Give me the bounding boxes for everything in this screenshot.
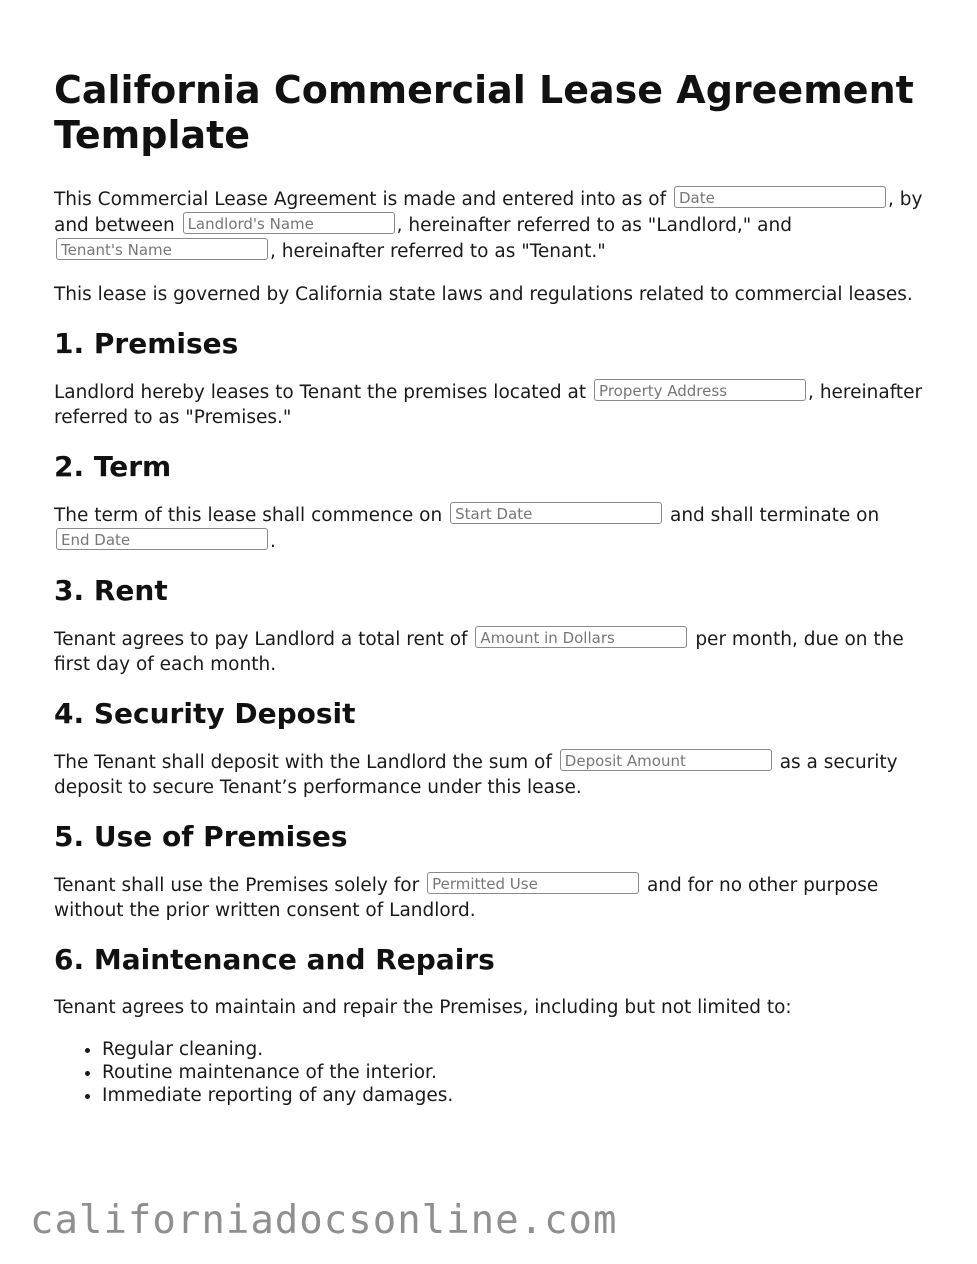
premises-text-2: , [808, 382, 814, 403]
intro-text-2: , [888, 189, 894, 210]
term-paragraph [54, 502, 934, 554]
deposit-amount-field[interactable]: Deposit Amount [560, 749, 772, 771]
intro-text-4: , hereinafter referred to as "Landlord," and [396, 215, 792, 236]
list-item: • Routine maintenance of the interior. [102, 1061, 934, 1084]
term-text-1: The term of this lease shall commence on [54, 505, 443, 526]
security-deposit-heading: 4. Security Deposit [54, 697, 356, 730]
rent-text-1: Tenant agrees to pay Landlord a total rent of [54, 629, 468, 650]
rent-amount-field[interactable]: Amount in Dollars [475, 626, 687, 648]
premises-text-3: hereinafter referred to as "Premises." [54, 382, 923, 428]
property-address-field[interactable]: Property Address [594, 379, 806, 401]
use-of-premises-heading: 5. Use of Premises [54, 820, 348, 853]
end-date-field[interactable]: End Date [56, 528, 268, 550]
maintenance-paragraph: Tenant agrees to maintain and repair the Premises, including but not limited to: [54, 997, 792, 1018]
use-text-2: and for no other purpose without the prior written consent of Landlord. [54, 875, 879, 921]
intro-text-3: by and between [54, 189, 923, 236]
rent-paragraph [54, 626, 934, 677]
maintenance-list [54, 1038, 934, 1107]
term-text-2: and shall terminate on [669, 505, 880, 526]
term-heading: 2. Term [54, 450, 172, 483]
start-date-field[interactable]: Start Date [450, 502, 662, 524]
date-field[interactable]: Date [674, 186, 886, 208]
governing-law-paragraph: This lease is governed by California state laws and regulations related to commercial leases. [54, 284, 913, 305]
permitted-use-field[interactable]: Permitted Use [427, 872, 639, 894]
tenant-name-field[interactable]: Tenant's Name [56, 238, 268, 260]
use-of-premises-paragraph [54, 872, 934, 923]
premises-heading: 1. Premises [54, 327, 239, 360]
deposit-text-2: as a security deposit to secure Tenant’s performance under this lease. [54, 752, 898, 798]
rent-heading: 3. Rent [54, 574, 168, 607]
use-text-1: Tenant shall use the Premises solely for [54, 875, 420, 896]
page-title: California Commercial Lease Agreement Template [54, 68, 914, 157]
term-text-3: . [270, 531, 276, 552]
premises-text-1: Landlord hereby leases to Tenant the premises located at [54, 382, 587, 403]
maintenance-heading: 6. Maintenance and Repairs [54, 943, 495, 976]
rent-text-2: per month, due on the first day of each month. [54, 629, 904, 675]
deposit-text-1: The Tenant shall deposit with the Landlord the sum of [54, 752, 552, 773]
document [54, 68, 934, 1107]
security-deposit-paragraph [54, 749, 934, 800]
intro-text-1: This Commercial Lease Agreement is made and entered into as of [54, 189, 667, 210]
premises-paragraph [54, 379, 934, 430]
intro-paragraph [54, 186, 934, 264]
landlord-name-field[interactable]: Landlord's Name [183, 212, 395, 234]
watermark: californiadocsonline.com [30, 1198, 618, 1243]
list-item: • Immediate reporting of any damages. [102, 1084, 934, 1107]
intro-text-5: , hereinafter referred to as "Tenant." [270, 241, 606, 262]
list-item: • Regular cleaning. [102, 1038, 934, 1061]
